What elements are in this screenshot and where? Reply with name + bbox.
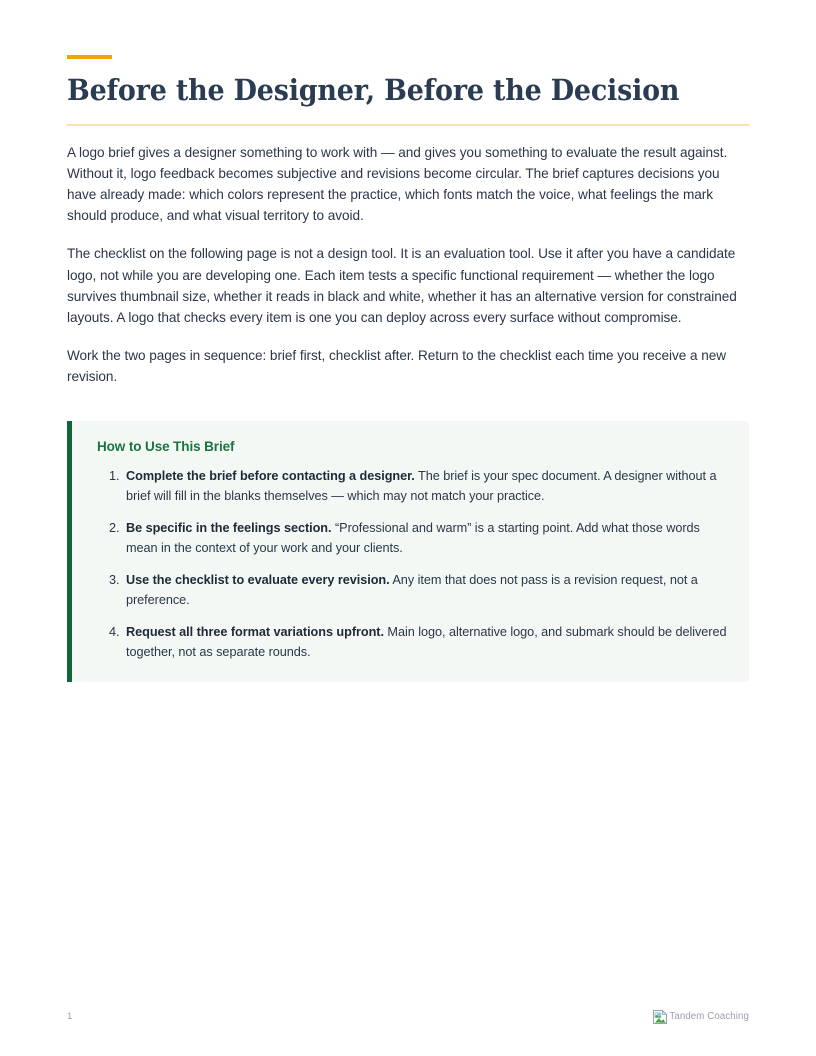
footer-brand [652, 1009, 749, 1025]
title-block [67, 0, 749, 126]
page-footer [67, 1006, 749, 1028]
page-number: 1 [67, 1011, 73, 1023]
accent-bar [67, 55, 112, 59]
list-item-lead: Request all three format variations upfront. [126, 624, 384, 639]
paragraph-3: Work the two pages in sequence: brief first, checklist after. Return to the checklist each time you receive a new revision. [67, 348, 727, 385]
list-item-rest: “Professional and warm” is a starting point. Add what those words mean in the context of your work and your clients. [126, 520, 700, 555]
how-to-use-callout [67, 421, 749, 682]
paragraph-1: A logo brief gives a designer something to work with — and gives you something to evaluate the result against. Without it, logo feedback becomes subjective and revisions become circular. The brief captures decisions you have already made: which colors represent the practice, which fonts match the voice, what feelings the mark should produce, and what visual territory to avoid. [67, 144, 728, 224]
list-item-rest: Any item that does not pass is a revision request, not a preference. [126, 572, 698, 607]
body-copy [67, 126, 749, 388]
list-item [123, 518, 727, 558]
list-item-rest: The brief is your spec document. A designer without a brief will fill in the blanks themselves — which may not match your practice. [126, 468, 717, 503]
list-item [123, 570, 727, 610]
list-item-lead: Use the checklist to evaluate every revision. [126, 572, 390, 587]
list-item-lead: Be specific in the feelings section. [126, 520, 332, 535]
list-item [123, 466, 727, 506]
list-item [123, 622, 727, 662]
callout-list [97, 466, 727, 662]
paragraph-2: The checklist on the following page is not a design tool. It is an evaluation tool. Use it after you have a candidate logo, not while you are developing one. Each item tests a specific functional requirement — whether the logo survives thumbnail size, whether it reads in black and white, whether it has an alternative version for constrained layouts. A logo that checks every item is one you can deploy across every surface without compromise. [67, 246, 737, 326]
list-item-lead: Complete the brief before contacting a designer. [126, 468, 415, 483]
page-title: Before the Designer, Before the Decision [67, 73, 680, 107]
callout-title: How to Use This Brief [97, 438, 235, 454]
footer-brand-label: Tandem Coaching [669, 1011, 749, 1023]
broken-image-icon [652, 1009, 668, 1025]
list-item-rest: Main logo, alternative logo, and submark should be delivered together, not as separate rounds. [126, 624, 727, 659]
